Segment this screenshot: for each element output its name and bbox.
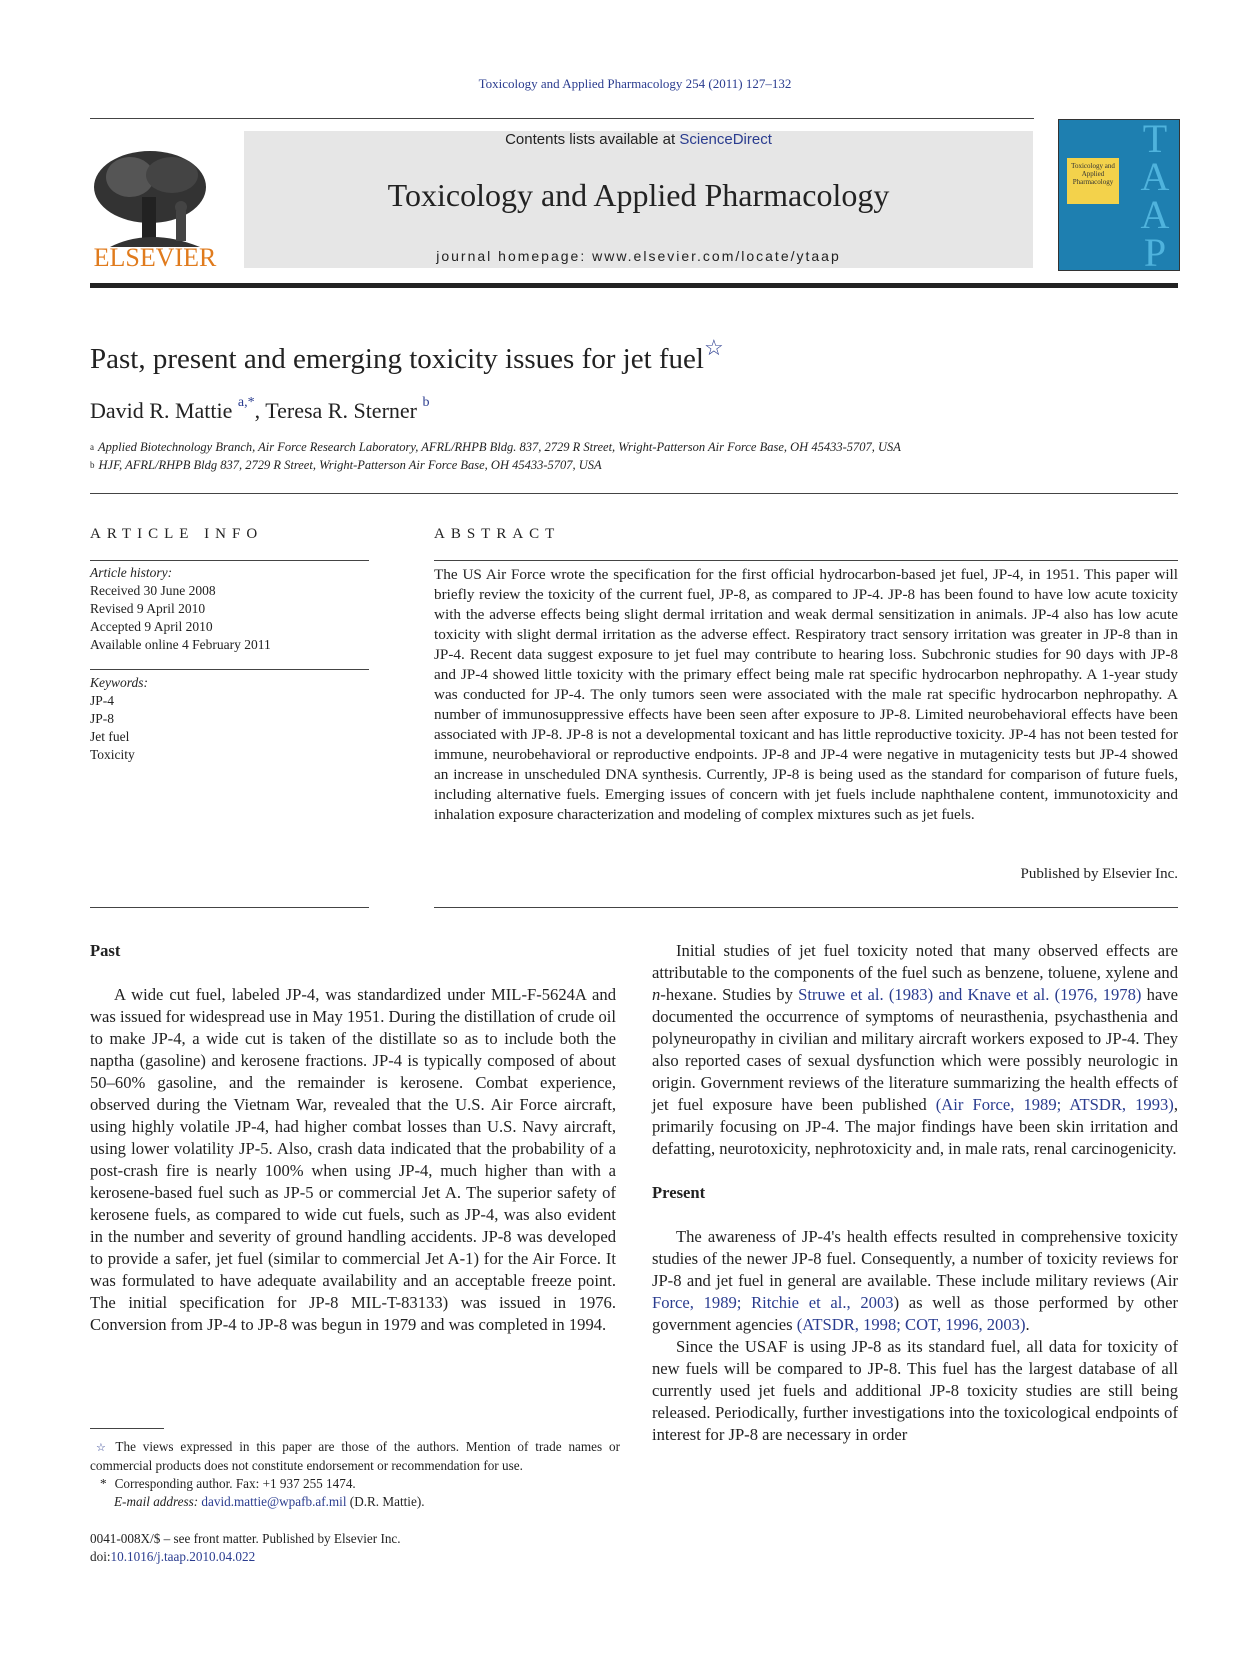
text-run: have documented the occurrence of symptoms of neurasthenia, psychasthenia and polyneuropathy in civilian and military aircraft workers exposed to JP-4. They also reported cases of sexual dysfunction which were possibly neurologic in origin. Government reviews of the literature summarizing the health effects of jet fuel exposure have been published	[652, 985, 1178, 1114]
citation-link[interactable]: (ATSDR, 1998; COT, 1996, 2003)	[796, 1315, 1026, 1334]
footnote-disclaimer	[90, 1438, 620, 1475]
contents-prefix: Contents lists available at	[505, 131, 680, 148]
affiliation-text: HJF, AFRL/RHPB Bldg 837, 2729 R Street, Wright-Patterson Air Force Base, OH 45433-5707, USA	[98, 458, 602, 472]
abstract-text: The US Air Force wrote the specification for the first official hydrocarbon-based jet fuel, JP-4, in 1951. This paper will briefly review the toxicity of the current fuel, JP-8, as compared to JP-4. JP-8 has been found to have low acute toxicity with the adverse effects being slight dermal irritation and weak dermal sensitization in animals. JP-4 also has low acute toxicity with slight dermal irritation as the adverse effect. Respiratory tract sensory irritation was greater in JP-8 than in JP-4. Recent data suggest exposure to jet fuel may contribute to hearing loss. Subchronic studies for 90 days with JP-8 and JP-4 showed little toxicity with the primary effect being male rat specific hydrocarbon nephropathy. A 1-year study was conducted for JP-4. The only tumors seen were associated with the male rat specific hydrocarbon nephropathy. A number of immunosuppressive effects have been seen after exposure to JP-8. Limited neurobehavioral effects have been associated with JP-8. JP-8 is not a developmental toxicant and has little reproductive toxicity. JP-4 has not been tested for immune, neurobehavioral or reproductive endpoints. JP-8 and JP-4 were negative in mutagenicity tests but JP-4 showed an increase in unscheduled DNA synthesis. Currently, JP-8 is being used as the standard for comparison of future fuels, including alternative fuels. Emerging issues of concern with jet fuels include naphthalene content, immunotoxicity and inhalation exposure characterization and modeling of complex mixtures such as jet fuels.	[434, 566, 1178, 823]
doi-line	[90, 1548, 401, 1566]
copyright-line: 0041-008X/$ – see front matter. Published by Elsevier Inc.	[90, 1531, 401, 1546]
header-thick-rule	[90, 283, 1178, 288]
article-title-text: Past, present and emerging toxicity issues for jet fuel	[90, 343, 704, 375]
body-paragraph: Since the USAF is using JP-8 as its standard fuel, all data for toxicity of new fuels will be compared to JP-8. This fuel has the largest database of all currently used jet fuels and additional JP-8 toxicity studies are still being released. Periodically, further investigations into the toxicological endpoints of interest for JP-8 are necessary in order	[652, 1337, 1178, 1444]
text-run: Initial studies of jet fuel toxicity noted that many observed effects are attributable to the components of the fuel such as benzene, toluene, xylene and	[652, 941, 1178, 982]
cover-inset-label: Toxicology and Applied Pharmacology	[1067, 158, 1119, 204]
info-rule	[90, 669, 369, 670]
section-heading-past: Past	[90, 941, 121, 960]
text-run: .	[1025, 1315, 1030, 1334]
abstract-heading: ABSTRACT	[434, 526, 561, 542]
email-label: E-mail address:	[114, 1494, 199, 1509]
journal-title: Toxicology and Applied Pharmacology	[387, 177, 890, 213]
body-paragraph	[652, 940, 1178, 1160]
author-affiliation-mark[interactable]: a,*	[237, 395, 255, 410]
keyword: Toxicity	[90, 747, 135, 762]
sciencedirect-link[interactable]: ScienceDirect	[679, 131, 772, 148]
affiliations	[90, 438, 901, 474]
footnote-text: The views expressed in this paper are those of the authors. Mention of trade names or commercial products does not constitute endorsement or recommendation for use.	[90, 1439, 620, 1473]
footnote-email	[90, 1493, 620, 1511]
citation-link[interactable]: Force, 1989; Ritchie et al., 2003	[652, 1293, 894, 1312]
text-run: -hexane. Studies by	[660, 985, 799, 1004]
journal-cover-image	[1058, 119, 1180, 271]
keywords	[90, 674, 148, 764]
header-rule	[90, 118, 1034, 119]
author-affiliation-mark[interactable]: b	[422, 395, 430, 410]
affiliation-text: Applied Biotechnology Branch, Air Force Research Laboratory, AFRL/RHPB Bldg. 837, 2729 R Street, Wright-Patterson Air Force Base, OH 45433-5707, USA	[98, 440, 901, 454]
publisher-note: Published by Elsevier Inc.	[1020, 866, 1178, 882]
accepted-date: Accepted 9 April 2010	[90, 619, 213, 634]
title-footnote-star[interactable]: ☆	[703, 335, 724, 360]
contents-line	[244, 131, 1033, 148]
abstract-rule	[434, 907, 1178, 908]
email-suffix: (D.R. Mattie).	[349, 1494, 425, 1509]
affiliation-mark: b	[90, 460, 95, 470]
body-left-column	[90, 940, 616, 1336]
footnote-asterisk: *	[100, 1476, 107, 1491]
body-right-column	[652, 940, 1178, 1446]
footnote-corresponding	[90, 1475, 620, 1493]
online-date: Available online 4 February 2011	[90, 637, 271, 652]
author-separator: ,	[254, 398, 266, 423]
author-name: David R. Mattie	[90, 398, 233, 423]
elsevier-wordmark: ELSEVIER	[93, 243, 217, 272]
affiliation-a	[90, 438, 901, 456]
keywords-label: Keywords:	[90, 675, 148, 690]
text-run: The awareness of JP-4's health effects resulted in comprehensive toxicity studies of the newer JP-8 fuel. Consequently, a number of toxicity reviews for JP-8 and jet fuel in general are available. These include military reviews (Air	[652, 1227, 1178, 1290]
abstract-rule	[434, 560, 1178, 561]
revised-date: Revised 9 April 2010	[90, 601, 206, 616]
email-link[interactable]: david.mattie@wpafb.af.mil	[201, 1494, 347, 1509]
body-paragraph: A wide cut fuel, labeled JP-4, was standardized under MIL-F-5624A and was issued for widespread use in May 1951. During the distillation of crude oil to make JP-4, a wide cut is taken of the distillate so as to include both the naptha (gasoline) and kerosene fractions. JP-4 is typically composed of about 50–60% gasoline, and the remainder is kerosene. Combat experience, observed during the Vietnam War, revealed that the U.S. Air Force aircraft, using highly volatile JP-4, had higher combat losses than U.S. Navy aircraft, using lower volatility JP-5. Also, crash data indicated that the probability of a post-crash fire is nearly 100% when using JP-4, much higher than with a kerosene-based fuel such as JP-5 or commercial Jet A. The superior safety of kerosene fuels, as compared to wide cut fuels, such as JP-4, was also evident in the number and severity of ground handling accidents. JP-8 was developed to provide a safer, jet fuel (similar to commercial Jet A-1) for the Air Force. It was formulated to have adequate availability and an acceptable freeze point. The initial specification for JP-8 MIL-T-83133) was issued in 1976. Conversion from JP-4 to JP-8 was begun in 1979 and was completed in 1994.	[90, 985, 616, 1334]
text-italic: n	[652, 985, 661, 1004]
article-title	[90, 335, 724, 376]
info-rule	[90, 560, 369, 561]
info-rule	[90, 907, 369, 908]
body-paragraph	[652, 1226, 1178, 1336]
author-list	[90, 395, 430, 424]
section-heading-present: Present	[652, 1183, 706, 1202]
doi-label: doi:	[90, 1549, 111, 1564]
affiliation-rule	[90, 493, 1178, 494]
affiliation-mark: a	[90, 442, 94, 452]
text-run: ) as well as those performed by other government agencies	[652, 1293, 1178, 1334]
article-info-heading: ARTICLE INFO	[90, 526, 264, 542]
footnote-rule	[90, 1428, 164, 1429]
keyword: Jet fuel	[90, 729, 130, 744]
affiliation-b	[90, 456, 901, 474]
history-label: Article history:	[90, 565, 173, 580]
author-name: Teresa R. Sterner	[265, 398, 417, 423]
citation-link[interactable]: Struwe et al. (1983) and Knave et al. (1976, 1978)	[798, 985, 1142, 1004]
article-history	[90, 564, 369, 654]
cover-letters: TAAP	[1140, 119, 1170, 271]
keyword: JP-4	[90, 693, 115, 708]
doi-link[interactable]: 10.1016/j.taap.2010.04.022	[110, 1549, 256, 1564]
citation-link[interactable]: (Air Force, 1989; ATSDR, 1993)	[935, 1095, 1174, 1114]
footnotes	[90, 1438, 620, 1511]
journal-homepage[interactable]: journal homepage: www.elsevier.com/locate/ytaap	[436, 248, 841, 264]
footnote-star: ☆	[96, 1442, 110, 1454]
journal-reference-link[interactable]: Toxicology and Applied Pharmacology 254 (2011) 127–132	[478, 76, 792, 91]
footnote-text: Corresponding author. Fax: +1 937 255 1474.	[114, 1476, 356, 1491]
text-run: , primarily focusing on JP-4. The major findings have been skin irritation and defatting, neurotoxicity, nephrotoxicity and, in male rats, renal carcinogenicity.	[652, 1095, 1178, 1158]
received-date: Received 30 June 2008	[90, 583, 216, 598]
keyword: JP-8	[90, 711, 115, 726]
copyright-block	[90, 1530, 401, 1566]
